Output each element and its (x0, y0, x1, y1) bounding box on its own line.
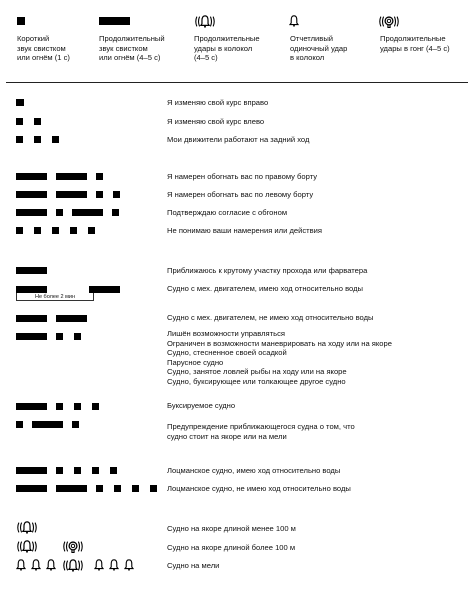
short-blast-icon (16, 99, 24, 106)
single-bell-stroke-icon (46, 559, 56, 571)
prolonged-blast-icon (56, 173, 87, 180)
legend-short-blast-label: Короткий звук свистком или огнём (1 с) (17, 34, 70, 63)
prolonged-blast-icon (16, 173, 47, 180)
short-blast-icon (70, 227, 77, 234)
single-bell-stroke-icon (289, 15, 299, 27)
signal-turn-starboard-label: Я изменяю свой курс вправо (167, 98, 269, 107)
prolonged-blast-icon (16, 485, 47, 492)
gong-icon (62, 540, 84, 553)
short-blast-icon (132, 485, 139, 492)
short-blast-icon (96, 485, 103, 492)
prolonged-blast-icon (72, 209, 103, 216)
short-blast-icon (16, 227, 23, 234)
prolonged-blast-icon (56, 485, 87, 492)
single-bell-stroke-icon (94, 559, 104, 571)
prolonged-blast-icon (16, 267, 47, 274)
signal-towed-label: Буксируемое судно (167, 401, 236, 410)
short-blast-icon (56, 333, 63, 340)
short-blast-icon (56, 209, 63, 216)
prolonged-blast-icon (32, 421, 63, 428)
prolonged-blast-icon (16, 403, 47, 410)
short-blast-icon (74, 333, 81, 340)
single-bell-stroke-icon (16, 559, 26, 571)
interval-note: Не более 2 мин (22, 294, 88, 300)
prolonged-blast-icon (16, 467, 47, 474)
signal-anchored-warning-label: Предупреждение приближающегося судна о том, что судно стоит на якоре или на мели (167, 422, 355, 441)
short-blast-icon (112, 209, 119, 216)
short-blast-icon (56, 403, 63, 410)
signal-restricted-group-label: Лишён возможности управляться Ограничен в возможности маневрировать на ходу или на якоре Судно, стесненное своей осадкой Парусное судно Судно, занятое ловлей рыбы на ходу или на якоре Судно, буксирующее или толкающее другое судно (167, 329, 392, 386)
prolonged-blast-icon (56, 191, 87, 198)
short-blast-icon (92, 467, 99, 474)
short-blast-icon (96, 191, 103, 198)
prolonged-blast-icon (16, 333, 47, 340)
legend-gong-label: Продолжительные удары в гонг (4–5 с) (380, 34, 450, 53)
short-blast-icon (114, 485, 121, 492)
prolonged-blast-icon (16, 315, 47, 322)
single-bell-stroke-icon (31, 559, 41, 571)
prolonged-blast-icon (56, 315, 87, 322)
short-blast-icon (72, 421, 79, 428)
prolonged-blast-icon (99, 17, 130, 25)
short-blast-icon (74, 403, 81, 410)
prolonged-blast-icon (89, 286, 120, 293)
signal-bend-label: Приближаюсь к крутому участку прохода или фарватера (167, 266, 368, 275)
signal-underway-making-way-label: Судно с мех. двигателем, имею ход относительно воды (167, 284, 363, 293)
short-blast-icon (92, 403, 99, 410)
signal-pilot-making-way-label: Лоцманское судно, имею ход относительно воды (167, 466, 341, 475)
short-blast-icon (110, 467, 117, 474)
signal-overtake-port-label: Я намерен обогнать вас по левому борту (167, 190, 314, 199)
signal-turn-port-label: Я изменяю свой курс влево (167, 117, 265, 126)
divider (6, 82, 468, 83)
single-bell-stroke-icon (124, 559, 134, 571)
prolonged-blast-icon (16, 191, 47, 198)
prolonged-blast-icon (16, 286, 47, 293)
short-blast-icon (74, 467, 81, 474)
bell-ringing-icon (62, 559, 84, 572)
signal-anchor-large-label: Судно на якоре длиной более 100 м (167, 543, 296, 552)
short-blast-icon (34, 136, 41, 143)
bell-ringing-icon (16, 540, 38, 553)
legend-bell-ringing-label: Продолжительные удары в колокол (4–5 с) (194, 34, 260, 63)
short-blast-icon (52, 227, 59, 234)
gong-icon (378, 15, 400, 28)
short-blast-icon (34, 227, 41, 234)
signal-agree-overtake-label: Подтверждаю согласие с обгоном (167, 208, 288, 217)
signal-aground-label: Судно на мели (167, 561, 220, 570)
single-bell-stroke-icon (109, 559, 119, 571)
short-blast-icon (96, 173, 103, 180)
signal-doubt-label: Не понимаю ваши намерения или действия (167, 226, 323, 235)
signal-pilot-not-making-way-label: Лоцманское судно, не имею ход относительно воды (167, 484, 351, 493)
bell-ringing-icon (16, 521, 38, 534)
prolonged-blast-icon (16, 209, 47, 216)
short-blast-icon (88, 227, 95, 234)
short-blast-icon (16, 118, 23, 125)
signal-underway-not-making-way-label: Судно с мех. двигателем, не имею ход относительно воды (167, 313, 374, 322)
short-blast-icon (16, 136, 23, 143)
short-blast-icon (17, 17, 25, 25)
legend-single-bell-label: Отчетливый одиночный удар в колокол (290, 34, 348, 63)
signal-anchor-small-label: Судно на якоре длиной менее 100 м (167, 524, 296, 533)
short-blast-icon (16, 421, 23, 428)
short-blast-icon (113, 191, 120, 198)
signal-astern-label: Мои движители работают на задний ход (167, 135, 310, 144)
short-blast-icon (34, 118, 41, 125)
short-blast-icon (56, 467, 63, 474)
bell-ringing-icon (194, 15, 216, 28)
signal-overtake-starboard-label: Я намерен обогнать вас по правому борту (167, 172, 318, 181)
short-blast-icon (150, 485, 157, 492)
legend-prolonged-blast-label: Продолжительный звук свистком или огнём (4–5 с) (99, 34, 165, 63)
short-blast-icon (52, 136, 59, 143)
